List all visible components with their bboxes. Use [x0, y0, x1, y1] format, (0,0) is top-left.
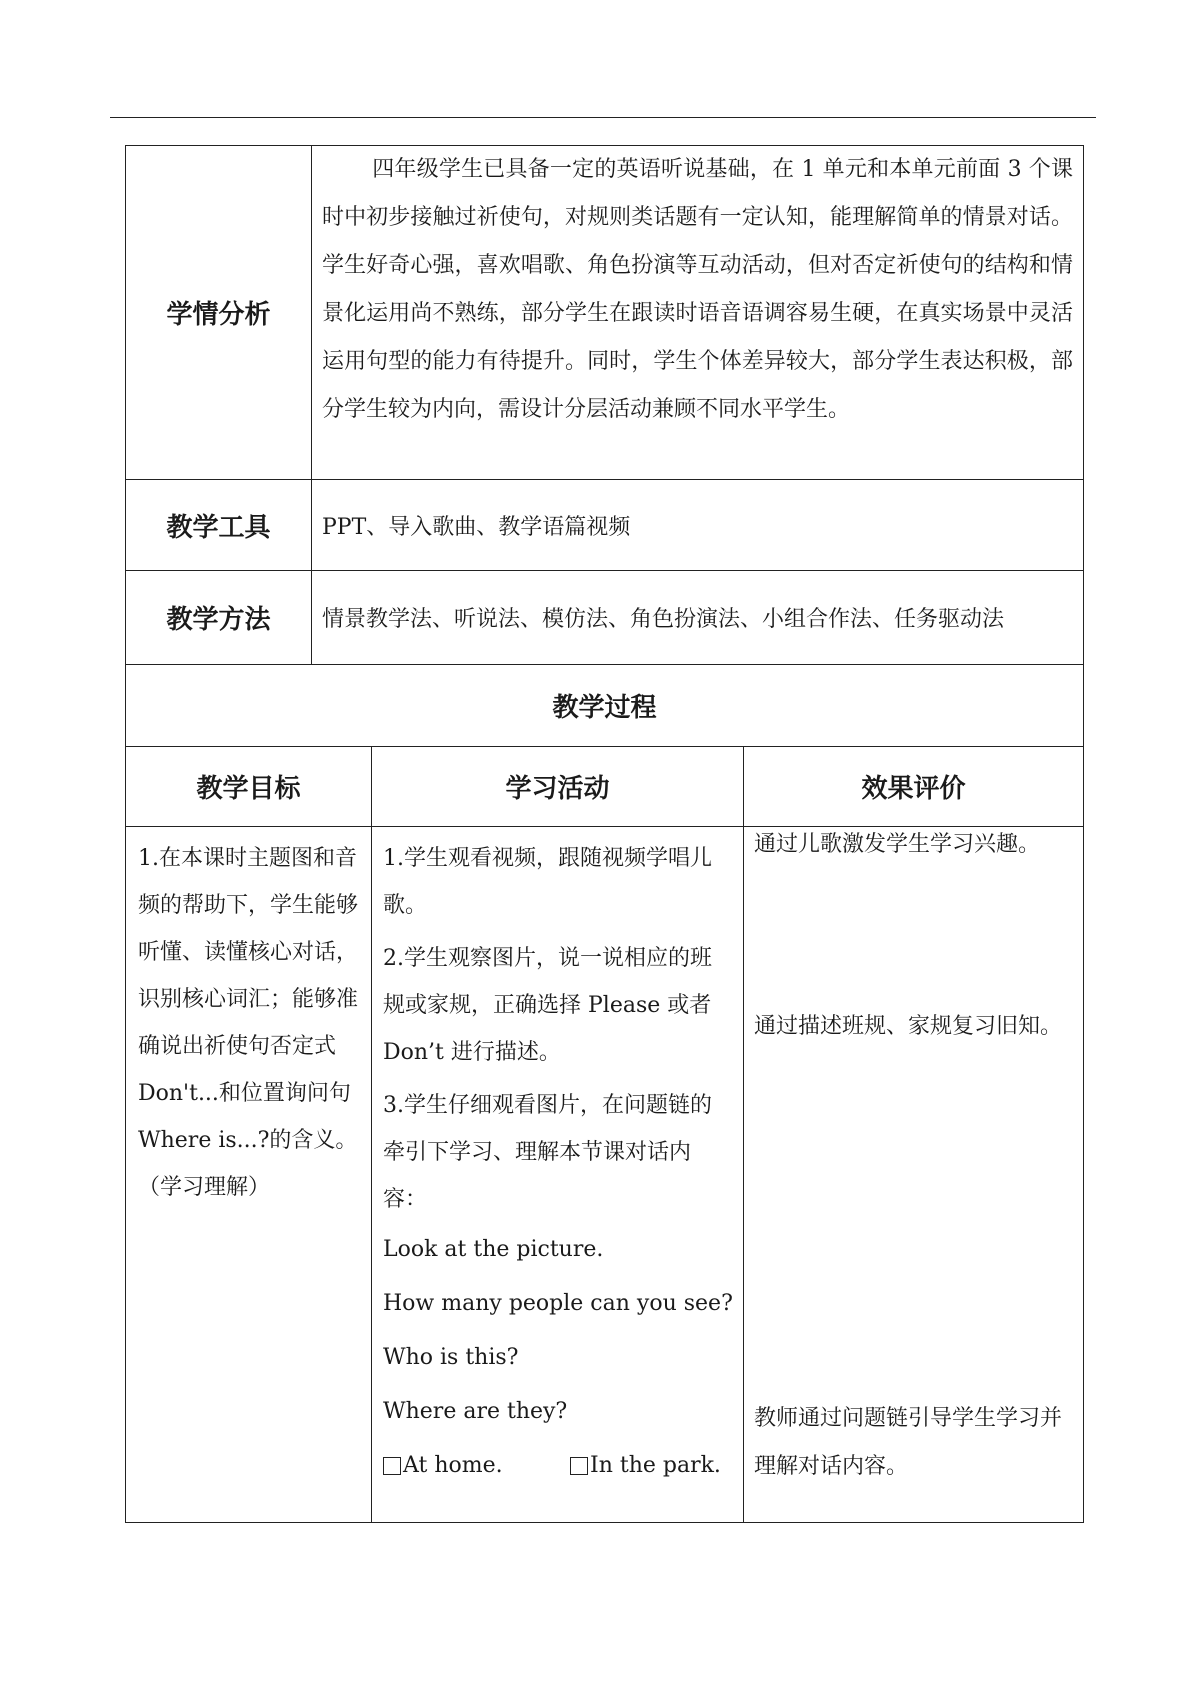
analysis-text: 四年级学生已具备一定的英语听说基础，在 1 单元和本单元前面 3 个课时中初步接触过祈使句，对规则类话题有一定认知，能理解简单的情景对话。学生好奇心强，喜欢唱歌、角色扮演等互动活动，但对否定祈使句的结构和情景化运用尚不熟练，部分学生在跟读时语音语调容易生硬，在真实场景中灵活运用句型的能力有待提升。同时，学生个体差异较大，部分学生表达积极，部分学生较为内向，需设计分层活动兼顾不同水平学生。 [322, 157, 1073, 422]
header-rule [110, 117, 1096, 118]
question-4: Where are they? [383, 1399, 568, 1424]
option-in-the-park[interactable] [570, 1439, 721, 1493]
activity-3: 3.学生仔细观看图片，在问题链的牵引下学习、理解本节课对话内容： [383, 1093, 712, 1212]
option-in-the-park-label: In the park. [590, 1453, 721, 1478]
analysis-row [126, 146, 1084, 480]
goal-text: 1.在本课时主题图和音频的帮助下，学生能够听懂、读懂核心对话，识别核心词汇；能够准确说出祈使句否定式 Don't...和位置询问句 Where is...?的含义。（学习理解） [138, 846, 359, 1200]
tools-text: PPT、导入歌曲、教学语篇视频 [312, 480, 1084, 571]
question-2: How many people can you see? [383, 1291, 733, 1316]
evaluation-cell [744, 827, 1084, 1523]
activity-2: 2.学生观察图片，说一说相应的班规或家规，正确选择 Please 或者 Don’t 进行描述。 [383, 946, 712, 1065]
header-activity: 学习活动 [372, 747, 744, 827]
activity-cell [372, 827, 744, 1523]
process-title: 教学过程 [126, 665, 1084, 747]
process-title-row [126, 665, 1084, 747]
checkbox-icon[interactable] [383, 1457, 401, 1475]
option-at-home-label: At home. [403, 1453, 503, 1478]
analysis-label: 学情分析 [126, 146, 312, 480]
lesson-plan-table [125, 145, 1084, 1523]
tools-row [126, 480, 1084, 571]
question-3: Who is this? [383, 1345, 519, 1370]
tools-label: 教学工具 [126, 480, 312, 571]
evaluation-1: 通过儿歌激发学生学习兴趣。 [754, 832, 1041, 857]
process-content-row [126, 827, 1084, 1523]
answer-options [383, 1439, 733, 1493]
header-goal: 教学目标 [126, 747, 372, 827]
evaluation-2: 通过描述班规、家规复习旧知。 [754, 1014, 1063, 1039]
methods-text: 情景教学法、听说法、模仿法、角色扮演法、小组合作法、任务驱动法 [312, 571, 1084, 665]
evaluation-3: 教师通过问题链引导学生学习并理解对话内容。 [754, 1406, 1063, 1479]
question-1: Look at the picture. [383, 1237, 604, 1262]
column-header-row [126, 747, 1084, 827]
methods-row [126, 571, 1084, 665]
goal-cell [126, 827, 372, 1523]
checkbox-icon[interactable] [570, 1457, 588, 1475]
analysis-cell [312, 146, 1084, 480]
option-at-home[interactable] [383, 1439, 570, 1493]
header-evaluation: 效果评价 [744, 747, 1084, 827]
activity-1: 1.学生观看视频，跟随视频学唱儿歌。 [383, 846, 712, 918]
methods-label: 教学方法 [126, 571, 312, 665]
